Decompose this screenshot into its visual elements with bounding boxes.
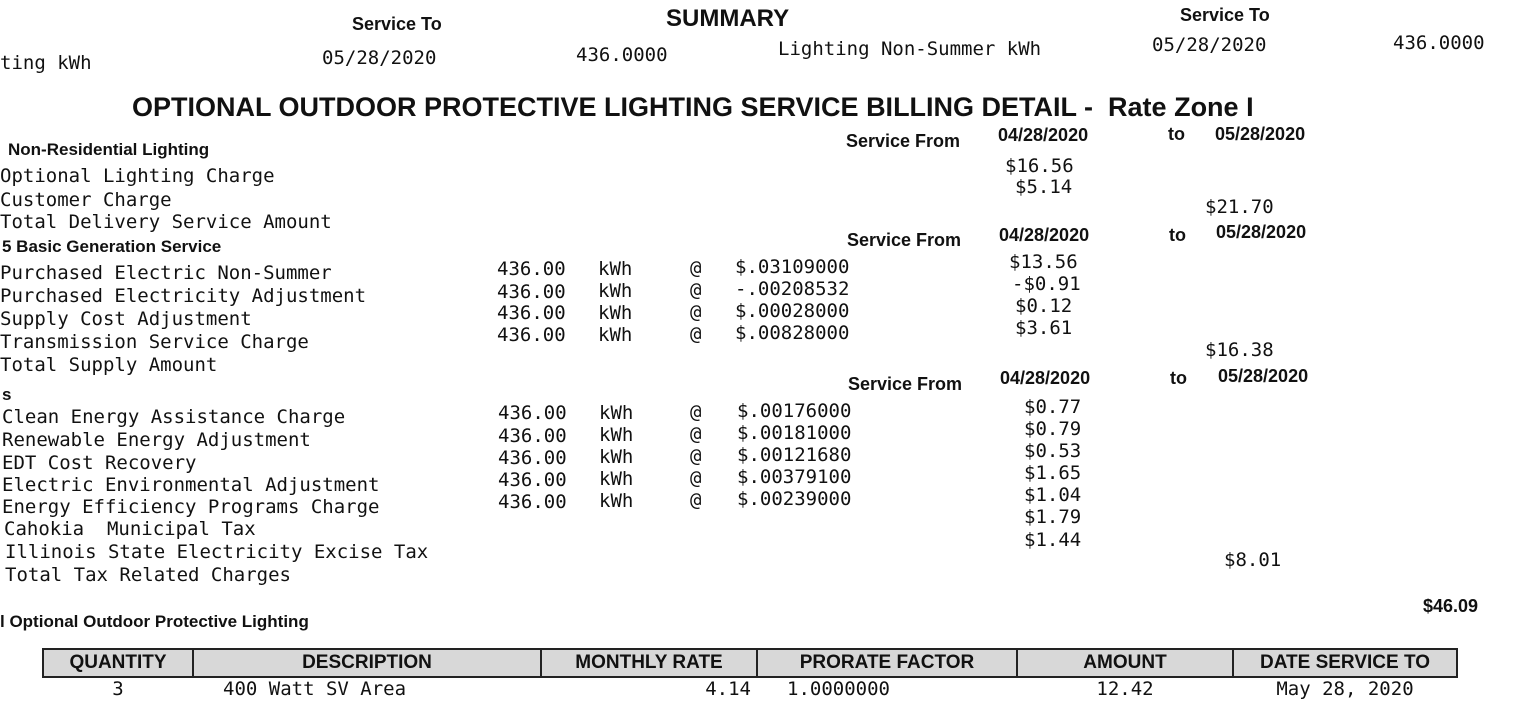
line-rate: $.00181000 — [737, 422, 852, 444]
line-amount: $1.79 — [1024, 506, 1082, 528]
service-to-date: 05/28/2020 — [1218, 366, 1309, 386]
summary-left-label: ting kWh — [0, 52, 92, 74]
cell-quantity: 3 — [112, 678, 124, 700]
service-to-date: 05/28/2020 — [1215, 124, 1306, 144]
line-desc: Purchased Electricity Adjustment — [0, 285, 367, 307]
cell-date-service-to: May 28, 2020 — [1276, 678, 1414, 700]
line-desc: Optional Lighting Charge — [0, 165, 275, 187]
col-amount: AMOUNT — [1017, 649, 1233, 677]
grand-total-label: l Optional Outdoor Protective Lighting — [0, 612, 309, 631]
to-label: to — [1168, 124, 1185, 144]
line-unit: kWh — [598, 324, 633, 346]
line-rate: $.00828000 — [735, 322, 850, 344]
line-qty: 436.00 — [498, 402, 567, 424]
at-sign: @ — [690, 467, 702, 489]
section-total: $16.38 — [1205, 339, 1274, 361]
billing-detail-title: OPTIONAL OUTDOOR PROTECTIVE LIGHTING SERVICE BILLING DETAIL - Rate Zone I — [132, 92, 1254, 122]
section-total-label: Total Supply Amount — [0, 354, 218, 376]
line-amount: $3.61 — [1015, 317, 1073, 339]
line-unit: kWh — [598, 302, 633, 324]
line-qty: 436.00 — [498, 469, 567, 491]
col-monthly-rate: MONTHLY RATE — [541, 649, 757, 677]
line-rate: $.03109000 — [735, 256, 850, 278]
service-to-label-right: Service To — [1180, 5, 1270, 25]
line-amount: -$0.91 — [1012, 273, 1081, 295]
at-sign: @ — [690, 401, 702, 423]
line-unit: kWh — [599, 402, 634, 424]
service-from-date: 04/28/2020 — [1000, 368, 1091, 388]
service-from-date: 04/28/2020 — [999, 225, 1090, 245]
line-amount: $1.04 — [1024, 484, 1082, 506]
line-desc: Cahokia Municipal Tax — [4, 518, 256, 540]
section-total-label: Total Tax Related Charges — [5, 564, 291, 586]
line-desc: Energy Efficiency Programs Charge — [2, 496, 380, 518]
summary-title: SUMMARY — [666, 5, 790, 32]
line-desc: Supply Cost Adjustment — [0, 308, 252, 330]
line-unit: kWh — [599, 468, 634, 490]
line-rate: -.00208532 — [735, 278, 850, 300]
line-amount: $0.77 — [1024, 396, 1082, 418]
line-qty: 436.00 — [497, 258, 566, 280]
cell-amount: 12.42 — [1096, 678, 1154, 700]
summary-right-value: 436.0000 — [1393, 32, 1485, 54]
cell-description: 400 Watt SV Area — [223, 678, 407, 700]
line-desc: Electric Environmental Adjustment — [2, 474, 380, 496]
line-amount: $13.56 — [1009, 251, 1078, 273]
line-amount: $0.53 — [1024, 440, 1082, 462]
service-from-label: Service From — [848, 374, 963, 394]
summary-left-date: 05/28/2020 — [322, 47, 437, 69]
line-unit: kWh — [599, 490, 634, 512]
line-desc: Illinois State Electricity Excise Tax — [5, 541, 429, 563]
line-desc: Renewable Energy Adjustment — [2, 429, 311, 451]
col-description: DESCRIPTION — [193, 649, 541, 677]
lighting-detail-table — [42, 648, 1458, 700]
at-sign: @ — [690, 257, 702, 279]
line-amount: $1.65 — [1024, 462, 1082, 484]
line-unit: kWh — [598, 258, 633, 280]
at-sign: @ — [690, 279, 702, 301]
section-name: Non-Residential Lighting — [8, 140, 210, 159]
cell-prorate-factor: 1.0000000 — [787, 678, 890, 700]
summary-right-date: 05/28/2020 — [1152, 34, 1267, 56]
at-sign: @ — [690, 301, 702, 323]
service-from-label: Service From — [847, 230, 962, 250]
line-amount: $0.12 — [1015, 295, 1073, 317]
line-qty: 436.00 — [498, 425, 567, 447]
summary-right-label: Lighting Non-Summer kWh — [778, 38, 1042, 60]
line-qty: 436.00 — [497, 324, 566, 346]
line-amount: $5.14 — [1015, 176, 1073, 198]
line-rate: $.00379100 — [737, 466, 852, 488]
line-qty: 436.00 — [498, 491, 567, 513]
section-total: $21.70 — [1205, 196, 1274, 218]
line-desc: Customer Charge — [0, 189, 172, 211]
service-from-label: Service From — [846, 131, 961, 151]
grand-total-amount: $46.09 — [1423, 596, 1479, 616]
section-total-label: Total Delivery Service Amount — [0, 211, 332, 233]
summary-left-value: 436.0000 — [576, 44, 668, 66]
line-qty: 436.00 — [498, 447, 567, 469]
line-desc: Clean Energy Assistance Charge — [2, 406, 346, 428]
to-label: to — [1169, 225, 1186, 245]
at-sign: @ — [690, 323, 702, 345]
service-to-label-left: Service To — [352, 14, 442, 34]
col-date-service-to: DATE SERVICE TO — [1233, 649, 1457, 677]
col-prorate-factor: PRORATE FACTOR — [757, 649, 1017, 677]
line-rate: $.00028000 — [735, 300, 850, 322]
line-unit: kWh — [598, 280, 633, 302]
section-name: s — [2, 385, 12, 404]
at-sign: @ — [690, 445, 702, 467]
line-desc: Transmission Service Charge — [0, 331, 309, 353]
at-sign: @ — [690, 489, 702, 511]
col-quantity: QUANTITY — [43, 649, 193, 677]
table-header-row — [43, 649, 1457, 677]
line-unit: kWh — [599, 446, 634, 468]
service-to-date: 05/28/2020 — [1216, 222, 1307, 242]
line-rate: $.00176000 — [737, 400, 852, 422]
line-amount: $16.56 — [1005, 155, 1074, 177]
line-desc: Purchased Electric Non-Summer — [0, 262, 332, 284]
line-rate: $.00239000 — [737, 488, 852, 510]
service-from-date: 04/28/2020 — [998, 125, 1089, 145]
line-rate: $.00121680 — [737, 444, 852, 466]
line-qty: 436.00 — [497, 281, 566, 303]
line-qty: 436.00 — [497, 302, 566, 324]
line-desc: EDT Cost Recovery — [2, 452, 197, 474]
table-row — [43, 677, 1457, 700]
line-amount: $1.44 — [1024, 529, 1082, 551]
cell-monthly-rate: 4.14 — [705, 678, 751, 700]
at-sign: @ — [690, 423, 702, 445]
line-amount: $0.79 — [1024, 418, 1082, 440]
section-total: $8.01 — [1224, 549, 1282, 571]
line-unit: kWh — [599, 424, 634, 446]
to-label: to — [1170, 368, 1187, 388]
section-name: 5 Basic Generation Service — [2, 237, 222, 256]
